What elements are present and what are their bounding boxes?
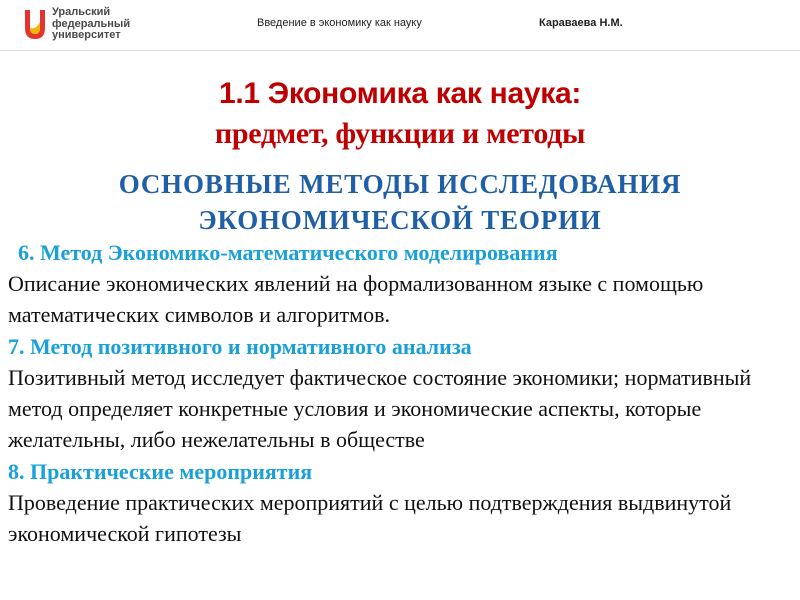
- section-heading-7: 7. Метод позитивного и нормативного анализа: [8, 334, 472, 359]
- slide-header: [0, 0, 800, 50]
- section-heading-6: 6. Метод Экономико-математического моделирования: [18, 240, 558, 265]
- author-name: Караваева Н.М.: [539, 17, 623, 29]
- university-logo-icon: [22, 8, 48, 42]
- course-title: Введение в экономику как науку: [257, 17, 422, 29]
- section-text-8: Проведение практических мероприятий с целью подтверждения выдвинутой экономической гипотезы: [8, 490, 732, 546]
- section-text-7: Позитивный метод исследует фактическое состояние экономики; нормативный метод определяет конкретные условия и экономические аспекты, которые желательны, либо нежелательны в обществе: [8, 365, 752, 452]
- slide-title: [0, 74, 800, 154]
- slide-title-line1: 1.1 Экономика как наука:: [218, 77, 582, 110]
- section-text-6: Описание экономических явлений на формализованном языке с помощью математических символов и алгоритмов.: [8, 271, 704, 327]
- header-divider: [0, 50, 800, 51]
- section-heading-8: 8. Практические мероприятия: [8, 459, 313, 484]
- slide-subtitle-line1: ОСНОВНЫЕ МЕТОДЫ ИССЛЕДОВАНИЯ: [118, 169, 682, 199]
- slide-subtitle-line2: ЭКОНОМИЧЕСКОЙ ТЕОРИИ: [198, 205, 602, 235]
- university-logo: [22, 6, 142, 44]
- slide-title-line2: предмет, функции и методы: [214, 117, 586, 150]
- slide-content: [8, 238, 798, 551]
- slide-subtitle: [0, 166, 800, 238]
- logo-text: Уральский федеральный университет: [52, 6, 131, 41]
